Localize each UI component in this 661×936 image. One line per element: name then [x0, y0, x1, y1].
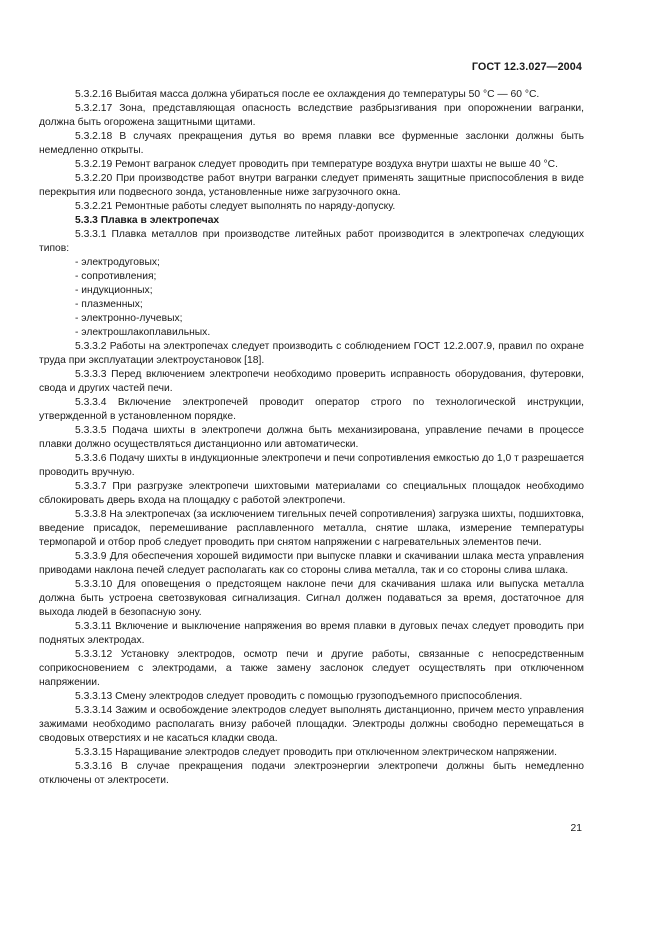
paragraph: 5.3.3.4 Включение электропечей проводит оператор строго по технологической инструкции, утвержденной в установленном порядке.	[39, 397, 584, 422]
document-code-header: ГОСТ 12.3.027—2004	[471, 61, 582, 73]
paragraph: 5.3.2.17 Зона, представляющая опасность вследствие разбрызгивания при опорожнении вагранки, должна быть огорожена защитными щитами.	[39, 103, 584, 128]
paragraph: 5.3.3.5 Подача шихты в электропечи должна быть механизирована, управление печами в процессе плавки должно осуществляться дистанционно или автоматически.	[39, 425, 584, 450]
list-item: - электрошлакоплавильных.	[75, 327, 211, 338]
paragraph: 5.3.3.8 На электропечах (за исключением тигельных печей сопротивления) загрузка шихты, подшихтовка, введение присадок, перемешивание расплавленного металла, снятие шлака, измерение температуры термопарой и отбор проб следует проводить при снятом напряжении с нагревательных элементов печи.	[39, 509, 584, 548]
paragraph: 5.3.2.20 При производстве работ внутри вагранки следует применять защитные приспособления в виде перекрытия или подвесного зонда, установленные ниже загрузочного окна.	[39, 173, 584, 198]
list-item: - плазменных;	[75, 299, 143, 310]
paragraph: 5.3.3.2 Работы на электропечах следует производить с соблюдением ГОСТ 12.2.007.9, правил по охране труда при эксплуатации электроустановок [18].	[39, 341, 584, 366]
page-number: 21	[570, 823, 582, 834]
paragraph: 5.3.2.16 Выбитая масса должна убираться после ее охлаждения до температуры 50 °С — 60 °С.	[75, 89, 540, 100]
paragraph: 5.3.2.19 Ремонт вагранок следует проводить при температуре воздуха внутри шахты не выше 40 °С.	[75, 159, 558, 170]
paragraph: 5.3.3.6 Подачу шихты в индукционные электропечи и печи сопротивления емкостью до 1,0 т разрешается проводить вручную.	[39, 453, 584, 478]
paragraph: 5.3.3.13 Смену электродов следует проводить с помощью грузоподъемного приспособления.	[75, 691, 523, 702]
list-item: - электронно-лучевых;	[75, 313, 183, 324]
paragraph: 5.3.3.3 Перед включением электропечи необходимо проверить исправность оборудования, футеровки, свода и других частей печи.	[39, 369, 584, 394]
document-body	[39, 88, 584, 788]
paragraph: 5.3.3.9 Для обеспечения хорошей видимости при выпуске плавки и скачивании шлака места управления приводами наклона печей следует располагать как со стороны слива металла, так и со стороны слива шлака.	[39, 551, 584, 576]
paragraph: 5.3.2.21 Ремонтные работы следует выполнять по наряду-допуску.	[75, 201, 396, 212]
paragraph: 5.3.2.18 В случаях прекращения дутья во время плавки все фурменные заслонки должны быть немедленно открыты.	[39, 131, 584, 156]
paragraph: 5.3.3.15 Наращивание электродов следует проводить при отключенном электрическом напряжении.	[75, 747, 557, 758]
paragraph: 5.3.3.14 Зажим и освобождение электродов следует выполнять дистанционно, причем место управления зажимами необходимо располагать внизу рабочей площадки. Электроды должны свободно перемещаться в сводовых отверстиях и не касаться кладки свода.	[39, 705, 584, 744]
paragraph: 5.3.3.10 Для оповещения о предстоящем наклоне печи для скачивания шлака или выпуска металла должна быть устроена светозвуковая сигнализация. Сигнал должен подаваться за время, достаточное для выхода людей в безопасную зону.	[39, 579, 584, 618]
list-item: - индукционных;	[75, 285, 153, 296]
section-heading: 5.3.3 Плавка в электропечах	[75, 215, 220, 226]
paragraph: 5.3.3.11 Включение и выключение напряжения во время плавки в дуговых печах следует проводить при поднятых электродах.	[39, 621, 584, 646]
paragraph: 5.3.3.12 Установку электродов, осмотр печи и другие работы, связанные с непосредственным соприкосновением с электродами, а также замену заслонок следует осуществлять при отключенном напряжении.	[39, 649, 584, 688]
list-item: - электродуговых;	[75, 257, 160, 268]
paragraph: 5.3.3.7 При разгрузке электропечи шихтовыми материалами со специальных площадок необходимо сблокировать дверь входа на площадку с работой электропечи.	[39, 481, 584, 506]
list-item: - сопротивления;	[75, 271, 157, 282]
paragraph: 5.3.3.1 Плавка металлов при производстве литейных работ производится в электропечах следующих типов:	[39, 229, 584, 254]
paragraph: 5.3.3.16 В случае прекращения подачи электроэнергии электропечи должны быть немедленно отключены от электросети.	[39, 761, 584, 786]
